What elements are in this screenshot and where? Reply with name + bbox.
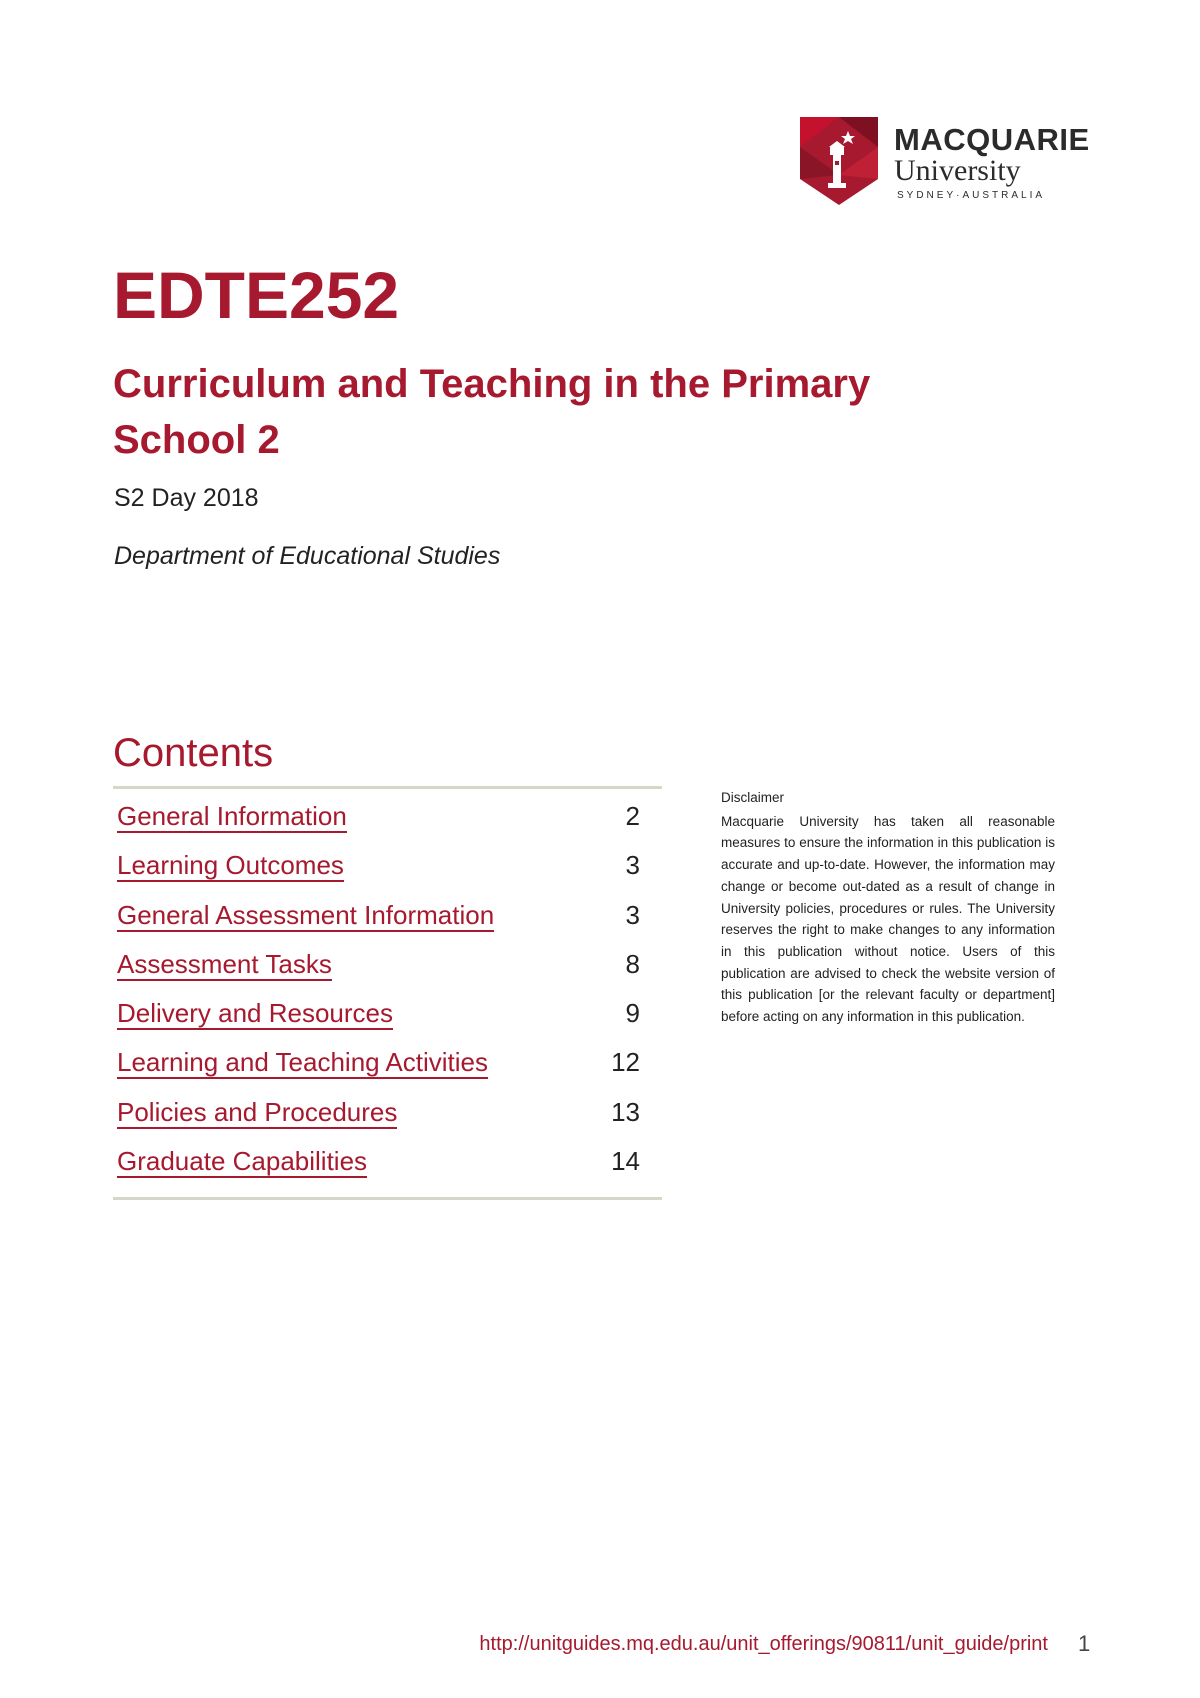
toc-link-general-information[interactable]: General Information bbox=[117, 801, 347, 831]
toc-row bbox=[113, 994, 662, 1043]
toc-link-general-assessment-information[interactable]: General Assessment Information bbox=[117, 899, 495, 930]
toc-row bbox=[113, 1093, 662, 1142]
toc-link-delivery-and-resources[interactable]: Delivery and Resources bbox=[117, 998, 394, 1029]
footer-url-link[interactable]: http://unitguides.mq.edu.au/unit_offerings/90811/unit_guide/print bbox=[479, 1633, 1048, 1655]
toc-page-number: 14 bbox=[611, 1146, 640, 1177]
toc-row bbox=[113, 896, 662, 945]
toc-page-number: 3 bbox=[625, 899, 640, 930]
logo-wordmark-macquarie: MACQUARIE bbox=[894, 122, 1090, 157]
disclaimer bbox=[721, 787, 1055, 1028]
toc-link-learning-outcomes[interactable]: Learning Outcomes bbox=[117, 850, 344, 881]
disclaimer-body: Macquarie University has taken all reasonable measures to ensure the information in this publication is accurate and up-to-date. However, the information may change or become out-dated as a result of change in University policies, procedures or rules. The University reserves the right to make changes to any information in this publication without notice. Users of this publication are advised to check the website version of this publication [or the relevant faculty or department] before acting on any information in this publication. bbox=[721, 813, 1055, 1025]
toc-row bbox=[113, 1043, 662, 1092]
toc-page-number: 13 bbox=[611, 1096, 640, 1127]
contents-heading: Contents bbox=[113, 731, 274, 775]
unit-offering: S2 Day 2018 bbox=[114, 484, 259, 512]
table-of-contents bbox=[113, 786, 662, 1200]
toc-page-number: 8 bbox=[625, 948, 640, 979]
unit-code: EDTE252 bbox=[113, 258, 400, 332]
toc-row bbox=[113, 846, 662, 895]
footer-page-number: 1 bbox=[1078, 1631, 1091, 1656]
toc-page-number: 2 bbox=[625, 801, 640, 831]
toc-link-graduate-capabilities[interactable]: Graduate Capabilities bbox=[117, 1146, 368, 1177]
logo-wordmark-university: University bbox=[894, 154, 1021, 187]
toc-row bbox=[113, 797, 662, 846]
toc-link-assessment-tasks[interactable]: Assessment Tasks bbox=[117, 948, 332, 979]
toc-page-number: 12 bbox=[611, 1047, 640, 1078]
toc-link-learning-and-teaching-activities[interactable]: Learning and Teaching Activities bbox=[117, 1047, 488, 1078]
toc-page-number: 3 bbox=[625, 850, 640, 881]
unit-title: Curriculum and Teaching in the Primary School 2 bbox=[113, 362, 871, 462]
logo-wordmark-location: SYDNEY·AUSTRALIA bbox=[897, 190, 1046, 201]
disclaimer-title: Disclaimer bbox=[721, 790, 785, 805]
unit-department: Department of Educational Studies bbox=[114, 542, 501, 570]
macquarie-lighthouse-shield-icon bbox=[800, 117, 878, 205]
toc-page-number: 9 bbox=[625, 998, 640, 1029]
toc-row bbox=[113, 945, 662, 994]
university-logo bbox=[800, 117, 1100, 207]
toc-link-policies-and-procedures[interactable]: Policies and Procedures bbox=[117, 1096, 398, 1127]
toc-row bbox=[113, 1142, 662, 1191]
